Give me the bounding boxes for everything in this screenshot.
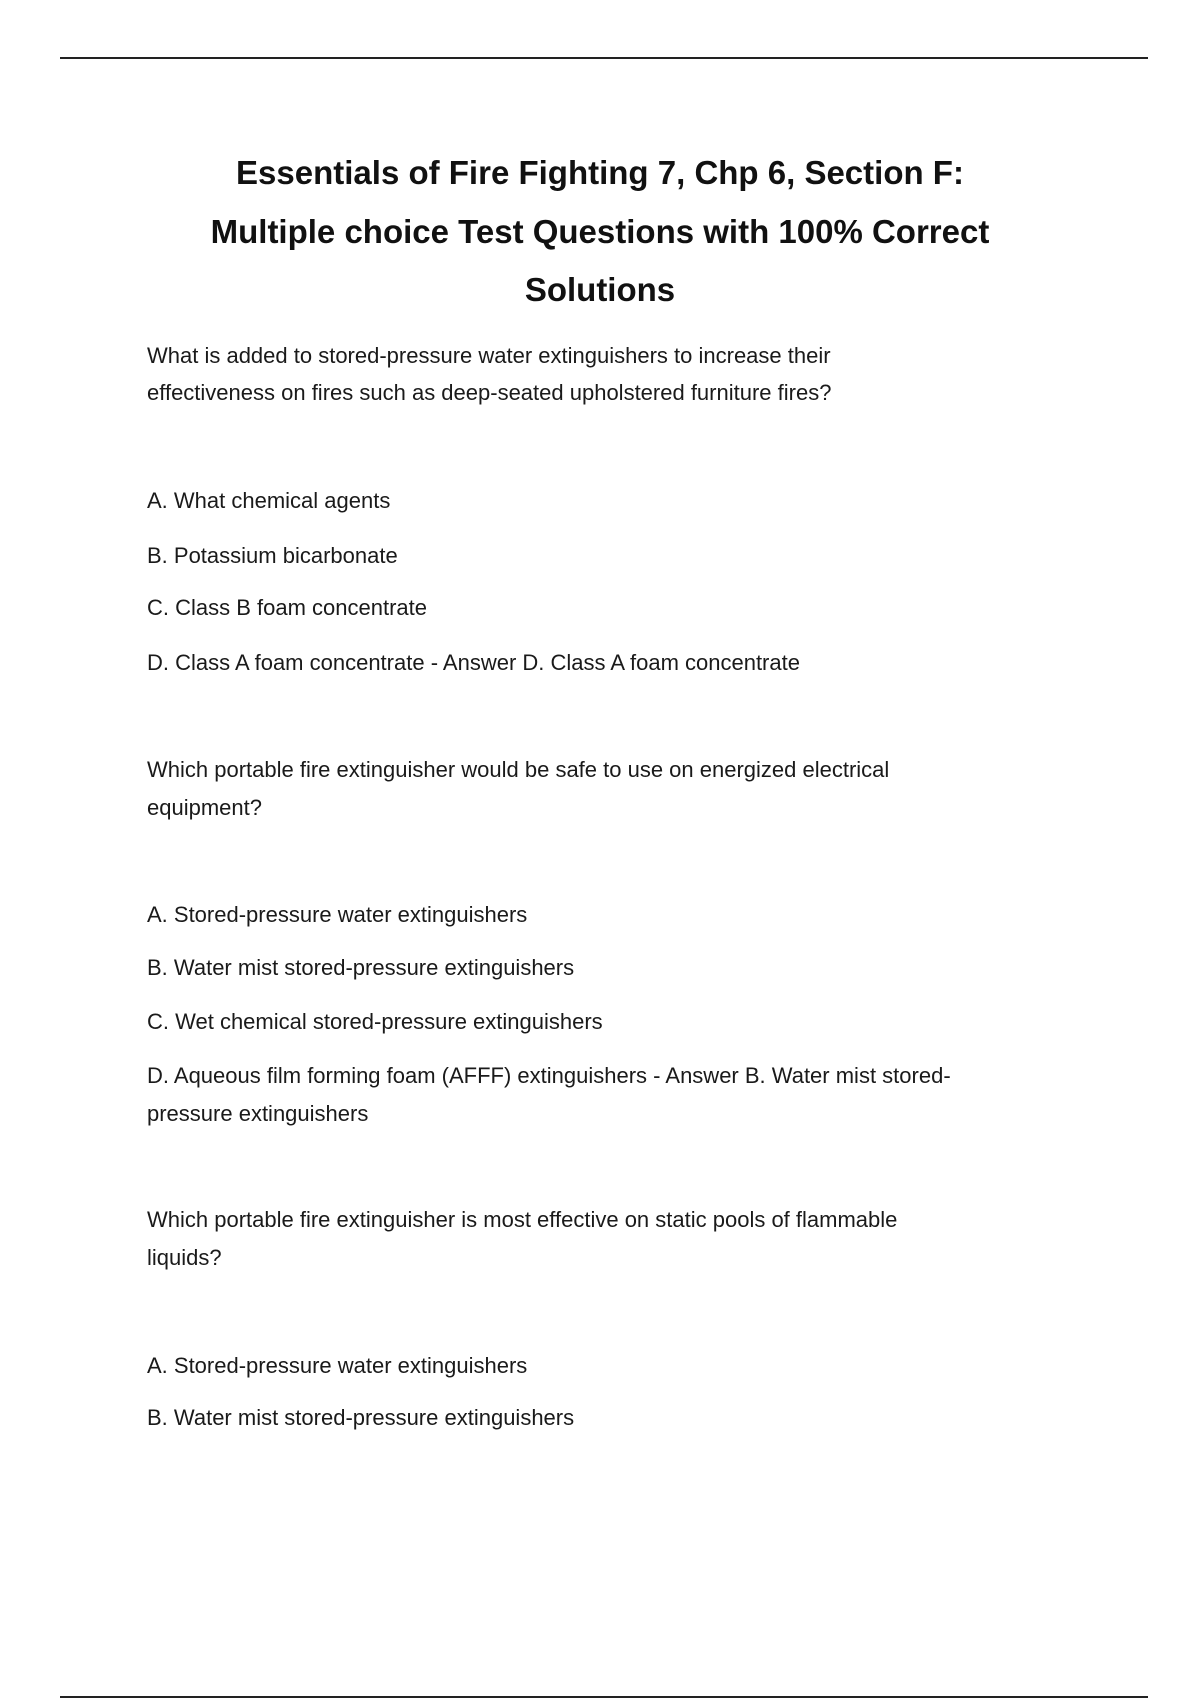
question-2-option-d-answer-continued: pressure extinguishers	[147, 1101, 369, 1126]
question-2-option-c: C. Wet chemical stored-pressure extinguishers	[147, 1009, 603, 1034]
question-1-option-b: B. Potassium bicarbonate	[147, 543, 398, 568]
question-2-text-line-1: Which portable fire extinguisher would be safe to use on energized electrical	[147, 757, 890, 782]
question-2-option-b: B. Water mist stored-pressure extinguishers	[147, 955, 575, 980]
header-rule	[60, 57, 1148, 59]
question-2-text-line-2: equipment?	[147, 795, 262, 820]
question-2-option-a: A. Stored-pressure water extinguishers	[147, 902, 528, 927]
question-3-option-a: A. Stored-pressure water extinguishers	[147, 1353, 528, 1378]
question-1-option-d-answer: D. Class A foam concentrate - Answer D. Class A foam concentrate	[147, 650, 800, 675]
document-title-line-1: Essentials of Fire Fighting 7, Chp 6, Section F:	[236, 154, 964, 191]
question-1-option-c: C. Class B foam concentrate	[147, 595, 428, 620]
document-title-line-3: Solutions	[524, 271, 676, 308]
question-1-text-line-1: What is added to stored-pressure water extinguishers to increase their	[147, 343, 831, 368]
footer-rule	[60, 1696, 1148, 1698]
question-3-text-line-2: liquids?	[147, 1245, 222, 1270]
document-title-line-2: Multiple choice Test Questions with 100% Correct	[210, 213, 990, 250]
question-3-option-b: B. Water mist stored-pressure extinguishers	[147, 1405, 575, 1430]
question-1-option-a: A. What chemical agents	[147, 488, 391, 513]
question-2-option-d-answer: D. Aqueous film forming foam (AFFF) extinguishers - Answer B. Water mist stored-	[147, 1063, 951, 1088]
question-1-text-line-2: effectiveness on fires such as deep-seated upholstered furniture fires?	[147, 380, 832, 405]
question-3-text-line-1: Which portable fire extinguisher is most effective on static pools of flammable	[147, 1207, 898, 1232]
